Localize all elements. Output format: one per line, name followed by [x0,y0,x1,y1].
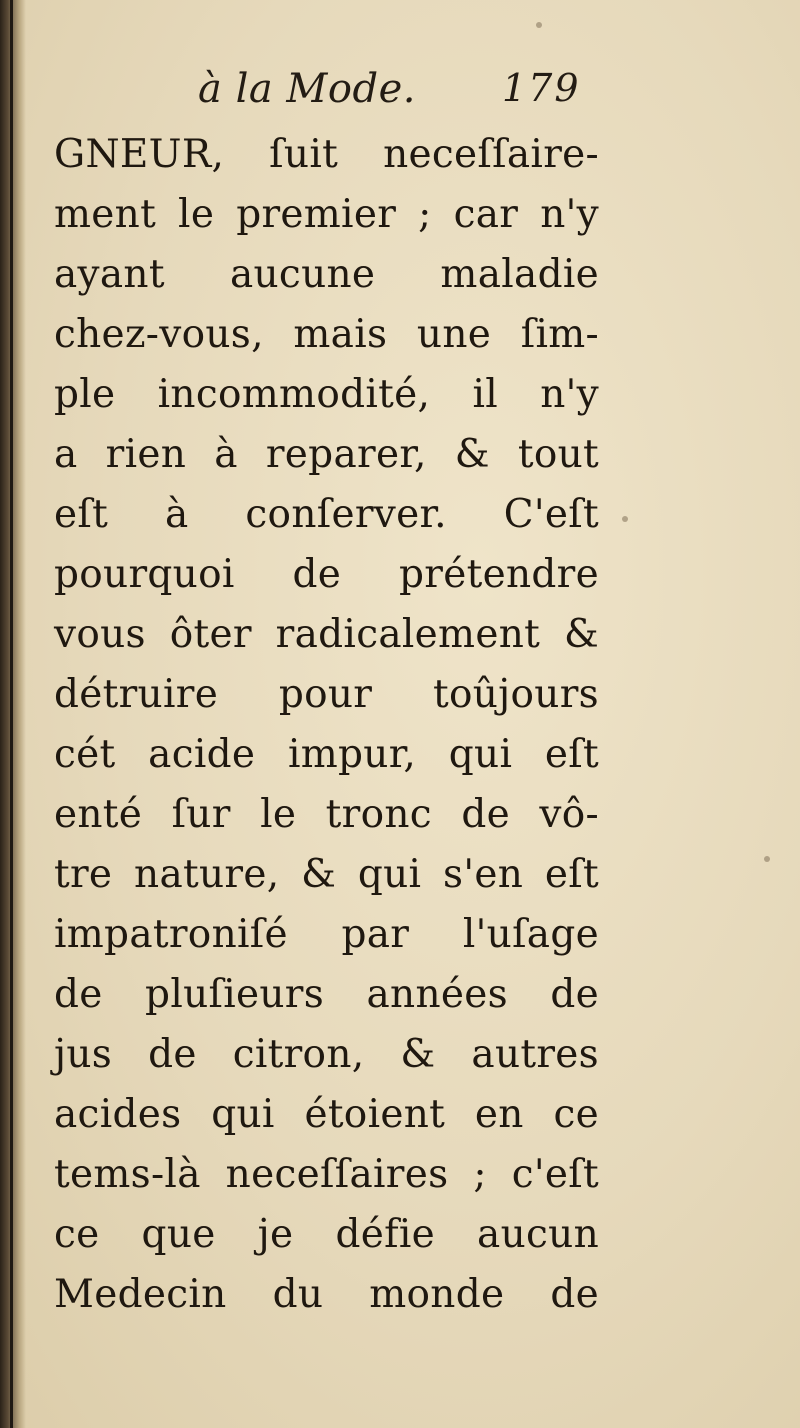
text-line: ment le premier ; car n'y [54,192,599,237]
paper-speck [536,22,542,28]
text-line: ple incommodité, il n'y [54,372,599,417]
text-line: cét acide impur, qui eſt [54,732,599,777]
text-line: jus de citron, & autres [54,1032,599,1077]
binding-edge [10,0,13,1428]
text-line: détruire pour toûjours [54,672,599,717]
text-line: acides qui étoient en ce [54,1092,599,1137]
text-line: ce que je défie aucun [54,1212,599,1257]
text-line: impatroniſé par l'uſage [54,912,599,957]
paper-speck [764,856,770,862]
text-line: Medecin du monde de [54,1272,599,1317]
text-line: de pluſieurs années de [54,972,599,1017]
text-line: vous ôter radicalement & [54,612,599,657]
page-number: 179 [502,66,581,110]
text-line: enté ſur le tronc de vô- [54,792,599,837]
page-header [0,62,800,122]
text-line: eſt à conſerver. C'eſt [54,492,599,537]
text-line: chez-vous, mais une ſim- [54,312,599,357]
text-line: tems-là neceſſaires ; c'eſt [54,1152,599,1197]
page-gutter-shadow [0,0,26,1428]
body-text [54,125,599,1325]
text-line: tre nature, & qui s'en eſt [54,852,599,897]
running-title: à la Mode. [198,66,416,112]
paper-speck [622,516,628,522]
text-line: GNEUR, ſuit neceſſaire- [54,132,599,177]
text-line: a rien à reparer, & tout [54,432,599,477]
text-line: pourquoi de prétendre [54,552,599,597]
text-line: ayant aucune maladie [54,252,599,297]
